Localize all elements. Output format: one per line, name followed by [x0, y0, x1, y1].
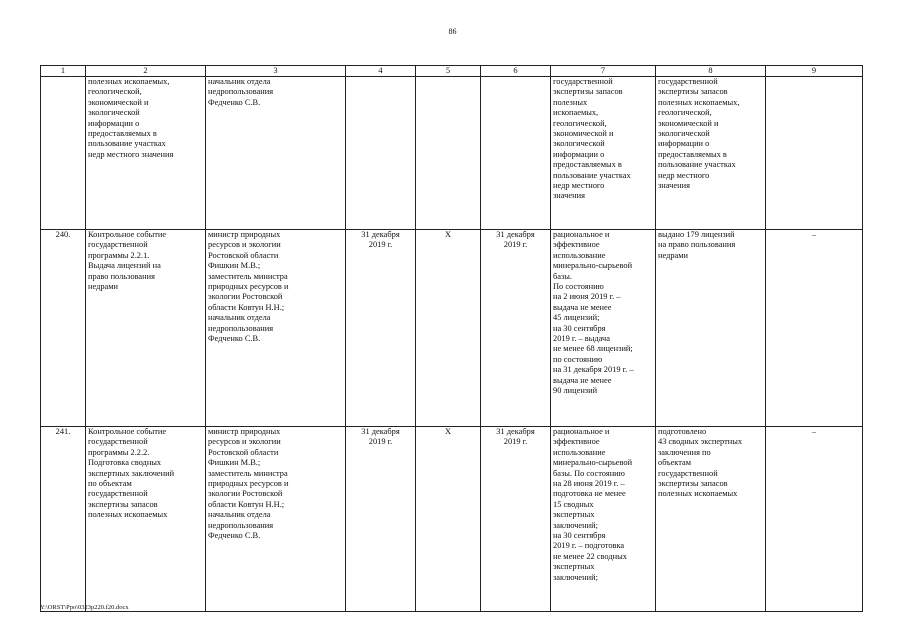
planned-date-cell — [346, 77, 416, 230]
start-date-cell: X — [416, 230, 481, 427]
column-number: 2 — [86, 66, 206, 77]
table-row — [41, 77, 863, 230]
start-date-cell: X — [416, 427, 481, 612]
table-row — [41, 230, 863, 427]
notes-cell: – — [766, 427, 863, 612]
column-number: 7 — [551, 66, 656, 77]
planned-date-cell: 31 декабря 2019 г. — [346, 230, 416, 427]
table-row — [41, 427, 863, 612]
responsible-cell: министр природных ресурсов и экологии Ростовской области Фишкин М.В.; заместитель министра природных ресурсов и экологии Ростовской области Ковтун Н.Н.; начальник отдела недропользования Федченко С.В. — [206, 427, 346, 612]
notes-cell: – — [766, 230, 863, 427]
column-number: 3 — [206, 66, 346, 77]
planned-result-cell: рациональное и эффективное использование минерально-сырьевой базы. По состоянию на 28 июня 2019 г. – подготовка не менее 15 сводных экспертных заключений; на 30 сентября 2019 г. – подготовка не менее 22 сводных экспертных заключений; — [551, 427, 656, 612]
actual-date-cell: 31 декабря 2019 г. — [481, 230, 551, 427]
event-name-cell: Контрольное событие государственной программы 2.2.2. Подготовка сводных экспертных заключений по объектам государственной экспертизы запасов полезных ископаемых — [86, 427, 206, 612]
column-number: 9 — [766, 66, 863, 77]
planned-result-cell: государственной экспертизы запасов полезных ископаемых, геологической, экономической и экологической информации о предоставляемых в пользование участках недр местного значения — [551, 77, 656, 230]
start-date-cell — [416, 77, 481, 230]
actual-result-cell: подготовлено 43 сводных экспертных заключения по объектам государственной экспертизы запасов полезных ископаемых — [656, 427, 766, 612]
actual-result-cell: выдано 179 лицензий на право пользования недрами — [656, 230, 766, 427]
page-number: 86 — [448, 27, 457, 36]
row-number-cell: 241. — [41, 427, 86, 612]
planned-result-cell: рациональное и эффективное использование минерально-сырьевой базы. По состоянию на 2 июня 2019 г. – выдача не менее 45 лицензий; на 30 сентября 2019 г. – выдача не менее 68 лицензий; по состоянию на 31 декабря 2019 г. – выдача не менее 90 лицензий — [551, 230, 656, 427]
actual-result-cell: государственной экспертизы запасов полезных ископаемых, геологической, экономической и экологической информации о предоставляемых в пользование участках недр местного значения — [656, 77, 766, 230]
event-name-cell: Контрольное событие государственной программы 2.2.1. Выдача лицензий на право пользования недрами — [86, 230, 206, 427]
actual-date-cell: 31 декабря 2019 г. — [481, 427, 551, 612]
actual-date-cell — [481, 77, 551, 230]
notes-cell — [766, 77, 863, 230]
event-name-cell: полезных ископаемых, геологической, экономической и экологической информации о предоставляемых в пользование участках недр местного значения — [86, 77, 206, 230]
column-number: 8 — [656, 66, 766, 77]
column-number: 4 — [346, 66, 416, 77]
row-number-cell: 240. — [41, 230, 86, 427]
column-number: 1 — [41, 66, 86, 77]
planned-date-cell: 31 декабря 2019 г. — [346, 427, 416, 612]
report-table — [40, 65, 863, 612]
column-number: 6 — [481, 66, 551, 77]
row-number-cell — [41, 77, 86, 230]
responsible-cell: министр природных ресурсов и экологии Ростовской области Фишкин М.В.; заместитель министра природных ресурсов и экологии Ростовской области Ковтун Н.Н.; начальник отдела недропользования Федченко С.В. — [206, 230, 346, 427]
column-number-row — [41, 66, 863, 77]
file-path-footer: Y:\ORST\Ppo\0323p220.f20.docx — [40, 604, 129, 611]
column-number: 5 — [416, 66, 481, 77]
responsible-cell: начальник отдела недропользования Федченко С.В. — [206, 77, 346, 230]
